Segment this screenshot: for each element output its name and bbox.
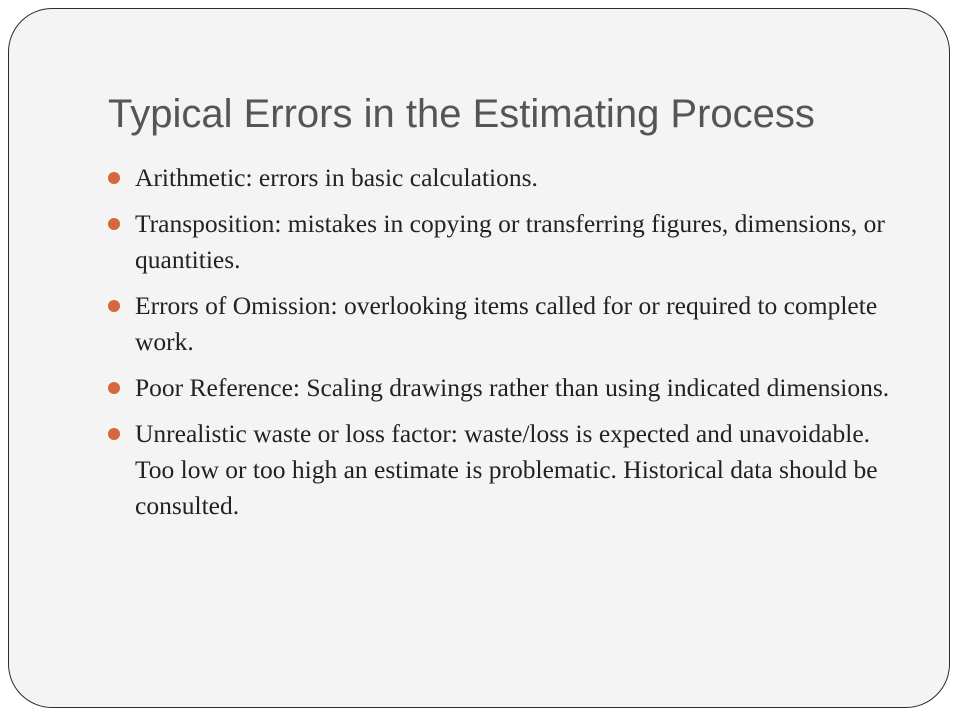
- bullet-item-omission: [104, 288, 894, 360]
- bullet-circle-icon: [108, 218, 120, 230]
- bullet-circle-icon: [108, 300, 120, 312]
- bullet-list: [104, 160, 894, 534]
- bullet-text: Poor Reference: Scaling drawings rather than using indicated dimensions.: [135, 373, 890, 402]
- bullet-item-transposition: [104, 206, 894, 278]
- slide-title: Typical Errors in the Estimating Process: [108, 92, 815, 136]
- bullet-text: Unrealistic waste or loss factor: waste/loss is expected and unavoidable. Too low or too high an estimate is problematic. Historical data should be consulted.: [135, 419, 878, 520]
- bullet-text: Arithmetic: errors in basic calculations.: [135, 163, 538, 192]
- bullet-circle-icon: [108, 428, 120, 440]
- bullet-item-arithmetic: [104, 160, 894, 196]
- bullet-text: Errors of Omission: overlooking items called for or required to complete work.: [135, 291, 878, 356]
- bullet-text: Transposition: mistakes in copying or transferring figures, dimensions, or quantities.: [135, 209, 885, 274]
- bullet-circle-icon: [108, 172, 120, 184]
- bullet-item-waste-factor: [104, 416, 894, 524]
- bullet-item-poor-reference: [104, 370, 894, 406]
- bullet-circle-icon: [108, 382, 120, 394]
